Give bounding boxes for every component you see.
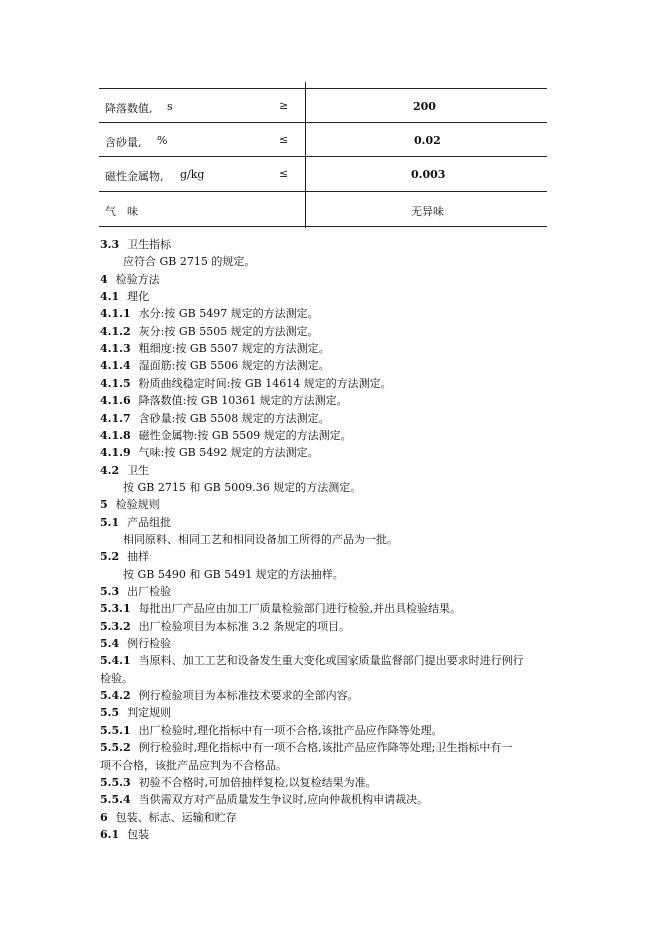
clause-text: 当原料、加工工艺和设备发生重大变化或国家质量监督部门提出要求时进行例行 — [138, 654, 524, 668]
clause-number: 5.1 — [100, 515, 120, 529]
row-unit: s — [167, 100, 173, 113]
clause-number: 5.5 — [100, 706, 120, 720]
text-line — [100, 670, 133, 686]
clause-text: 检验方法 — [115, 272, 160, 286]
clause-text: 当供需双方对产品质量发生争议时,应向仲裁机构申请裁决。 — [138, 793, 429, 807]
text-line — [100, 600, 461, 616]
text-line — [100, 410, 330, 426]
text-line — [100, 618, 350, 634]
clause-number: 4.1.2 — [100, 324, 131, 338]
clause-number: 5 — [100, 498, 108, 512]
clause-number: 4.1.8 — [100, 428, 131, 442]
row-label: 含砂量, — [105, 136, 142, 149]
text-line — [100, 704, 171, 720]
text-line — [100, 357, 330, 373]
row-value: 0.02 — [414, 134, 441, 147]
text-line — [100, 722, 443, 738]
table-rule — [99, 226, 547, 227]
table-row — [99, 192, 547, 226]
text-line — [100, 826, 149, 842]
clause-text: 理化 — [127, 290, 150, 304]
text-line — [100, 548, 149, 564]
text-line — [100, 791, 428, 807]
text-line — [100, 496, 160, 512]
clause-text: 按 GB 2715 和 GB 5009.36 规定的方法测定。 — [123, 480, 362, 494]
clause-number: 4.1.5 — [100, 376, 131, 390]
clause-text: 例行检验项目为本标准技术要求的全部内容。 — [138, 689, 359, 703]
text-line — [100, 583, 171, 599]
clause-text: 按 GB 5490 和 GB 5491 规定的方法抽样。 — [123, 567, 344, 581]
text-line — [100, 757, 287, 773]
text-line — [123, 566, 344, 582]
row-value: 0.003 — [411, 168, 446, 181]
text-line — [100, 739, 512, 755]
clause-text: 粗细度:按 GB 5507 规定的方法测定。 — [138, 342, 330, 356]
clause-number: 6 — [100, 810, 108, 824]
clause-number: 6.1 — [100, 827, 120, 841]
clause-text: 判定规则 — [127, 706, 172, 720]
row-operator: ≥ — [279, 99, 289, 112]
clause-number: 5.4.2 — [100, 689, 131, 703]
row-label: 磁性金属物, — [105, 170, 164, 183]
clause-text: 湿面筋:按 GB 5506 规定的方法测定。 — [138, 359, 330, 373]
text-line — [100, 635, 171, 651]
clause-text: 初验不合格时,可加倍抽样复检,以复检结果为准。 — [138, 775, 377, 789]
clause-text: 气味:按 GB 5492 规定的方法测定。 — [138, 446, 319, 460]
row-unit: g/kg — [180, 168, 205, 181]
row-label: 降落数值, — [105, 102, 153, 115]
row-unit: % — [157, 134, 168, 147]
text-line — [100, 687, 359, 703]
clause-text: 卫生指标 — [127, 238, 172, 251]
clause-number: 5.2 — [100, 550, 120, 564]
row-operator: ≤ — [279, 133, 289, 146]
clause-number: 4.2 — [100, 463, 120, 477]
text-line — [100, 271, 160, 287]
clause-text: 产品组批 — [127, 515, 172, 529]
clause-number: 5.3.1 — [100, 602, 131, 616]
clause-number: 4.1.3 — [100, 342, 131, 356]
clause-number: 4.1 — [100, 290, 120, 304]
table-row — [99, 89, 547, 123]
clause-number: 5.3.2 — [100, 619, 131, 633]
clause-text: 出厂检验项目为本标准 3.2 条规定的项目。 — [138, 619, 351, 633]
text-line — [100, 305, 319, 321]
row-value: 200 — [413, 100, 436, 113]
table-row — [99, 157, 547, 191]
clause-text: 相同原料、相同工艺和相同设备加工所得的产品为一批。 — [123, 532, 398, 546]
clause-number: 4.1.4 — [100, 359, 131, 373]
text-line — [100, 444, 319, 460]
clause-text: 出厂检验时,理化指标中有一项不合格,该批产品应作降等处理。 — [138, 723, 443, 737]
clause-number: 4.1.6 — [100, 394, 131, 408]
clause-text: 检验规则 — [115, 498, 160, 512]
table-row — [99, 123, 547, 157]
clause-number: 5.5.3 — [100, 775, 131, 789]
text-line — [100, 809, 237, 825]
clause-text: 包装、标志、运输和贮存 — [115, 810, 237, 824]
clause-text: 水分:按 GB 5497 规定的方法测定。 — [138, 307, 319, 321]
text-line — [100, 514, 171, 530]
clause-number: 5.3 — [100, 585, 120, 598]
text-line — [100, 375, 392, 391]
clause-number: 4.1.9 — [100, 446, 131, 460]
clause-text: 抽样 — [127, 550, 150, 564]
clause-number: 5.5.4 — [100, 793, 131, 807]
text-line — [100, 236, 171, 252]
clause-text: 降落数值:按 GB 10361 规定的方法测定。 — [138, 394, 348, 408]
text-line — [123, 531, 398, 547]
text-line — [123, 253, 255, 269]
clause-number: 3.3 — [100, 238, 120, 251]
clause-number: 5.5.2 — [100, 741, 131, 755]
text-line — [100, 288, 149, 304]
text-line — [100, 323, 319, 339]
clause-number: 4.1.1 — [100, 307, 131, 321]
row-operator: ≤ — [279, 167, 289, 180]
clause-text: 含砂量:按 GB 5508 规定的方法测定。 — [138, 411, 330, 425]
clause-number: 5.4 — [100, 637, 120, 651]
text-line — [100, 652, 524, 668]
clause-text: 例行检验时,理化指标中有一项不合格,该批产品应作降等处理;卫生指标中有一 — [138, 741, 513, 755]
clause-number: 5.5.1 — [100, 723, 131, 737]
clause-number: 5.4.1 — [100, 654, 131, 668]
text-line — [123, 479, 361, 495]
clause-text: 项不合格，该批产品应判为不合格品。 — [100, 758, 287, 772]
spec-table — [99, 82, 547, 232]
clause-text: 出厂检验 — [127, 585, 172, 598]
text-line — [100, 774, 377, 790]
clause-number: 4 — [100, 272, 108, 286]
text-line — [100, 340, 330, 356]
row-value: 无异味 — [411, 205, 444, 218]
text-line — [100, 462, 149, 478]
clause-text: 应符合 GB 2715 的规定。 — [123, 255, 256, 269]
clause-text: 例行检验 — [127, 637, 172, 651]
clause-text: 每批出厂产品应由加工厂质量检验部门进行检验,并出具检验结果。 — [138, 602, 462, 616]
clause-text: 灰分:按 GB 5505 规定的方法测定。 — [138, 324, 319, 338]
row-label: 气 味 — [105, 205, 138, 218]
clause-text: 卫生 — [127, 463, 150, 477]
clause-number: 4.1.7 — [100, 411, 131, 425]
text-line — [100, 392, 348, 408]
clause-text: 磁性金属物:按 GB 5509 规定的方法测定。 — [138, 428, 352, 442]
clause-text: 粉质曲线稳定时间:按 GB 14614 规定的方法测定。 — [138, 376, 392, 390]
text-line — [100, 427, 352, 443]
clause-text: 检验。 — [100, 671, 133, 685]
clause-text: 包装 — [127, 827, 150, 841]
